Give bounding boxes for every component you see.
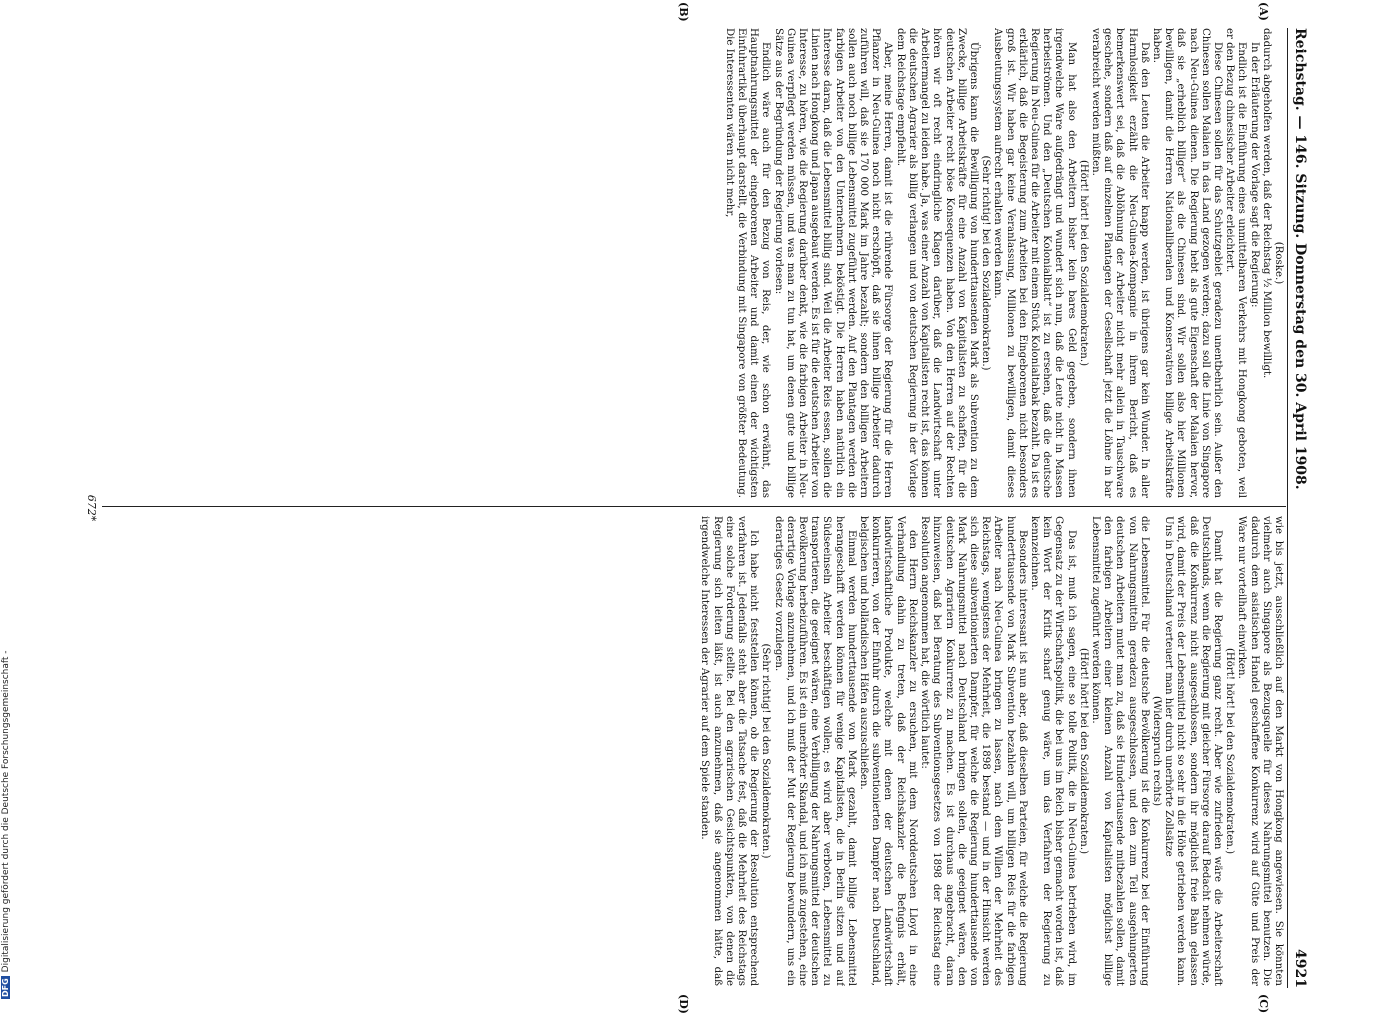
margin-letter-b: (B) <box>677 2 690 22</box>
header-title: Reichstag. — 146. Sitzung. Donnerstag den 30. April 1908. <box>1292 28 1308 490</box>
margin-letter-a: (A) <box>1257 2 1270 21</box>
right-column <box>104 516 1284 986</box>
paragraph: Das ist, muß ich sagen, eine so tolle Politik, die in Neu-Guinea betrieben wird, im Gegensatz zu der Wirtschaftspolitik, die bei uns im Reich bisher gemacht worden ist, daß kein Wort der Kritik scharf genug wäre, um das Verfahren der Regierung zu kennzeichnen. <box>1028 516 1077 986</box>
paragraph: Man hat also den Arbeitern bisher kein bares Geld gegeben, sondern ihnen irgendwelche Ware aufgedrängt und wundert sich nun, daß die Leute nicht in Massen herbeiströmen. Und den „Deutschen Kolonialblatt“ ist zu ersehen, daß die deutsche Regierung in Neu-Guinea für die Arbeiter mit einem Stück Kolonialtabak bezahlt. Da ist es erklärlich, daß die Begeisterung zum Arbeiten bei den Eingeborenen nicht besonders groß ist. Wir haben gar keine Veranlassung, Millionen zu bewilligen, damit dieses Ausbeutungssystem aufrecht erhalten werden kann. <box>992 28 1077 498</box>
signature-mark: 672* <box>85 494 98 522</box>
paragraph: Aber, meine Herren, damit ist die rührende Fürsorge der Regierung für die Herren Pflanzer in Neu-Guinea noch nicht erschöpft, daß sie ihnen billige Arbeiter dadurch zuführen will, daß sie 170 000 Mark im Jahre bezahlt; sondern den billigen Arbeitern sollen auch noch billige Lebensmittel zugeführt werden. Auf den Plantagen werden die farbigen Arbeiter von den Unternehmern beköstigt. Die Herren haben natürlich ein Interesse daran, daß die Lebensmittel billig sind. Weil die Arbeiter Reis essen, sollen die Linien nach Hongkong und Japan ausgebaut werden. Es ist für die deutschen Arbeiter von Interesse, zu hören, wie die Regierung darüber denkt, wie die farbigen Arbeiter in Neu-Guinea verpflegt werden müssen, und was man zu tun hat, um denen gute und billige Sätze aus der Begründung der Regierung vorlesen: <box>772 28 894 498</box>
interjection: (Sehr richtig! bei den Sozialdemokraten.) <box>980 155 992 371</box>
paragraph: Diese Chinesen sollen für das Schutzgebiet geradezu unentbehrlich sein. Außer den Chinesen sollen Malaien in das Land gezogen werden; dazu soll die Linie von Singapore nach Neu-Guinea dienen. Die Regierung hebt als gute Eigenschaft der Malaien hervor, daß sie „erheblich billiger“ als die Chinesen sind. Wir sollen also hier Millionen bewilligen, damit die Herren Nationalliberalen und Konservativen billige Arbeitskräfte haben. <box>1150 28 1223 498</box>
paragraph: dadurch abgeholfen werden, daß der Reichstag ½ Million bewilligt. <box>1260 28 1272 379</box>
interjection: (Hört! hört! bei den Sozialdemokraten.) <box>1224 647 1236 855</box>
interjection: (Widerspruch rechts) <box>1150 695 1162 807</box>
paragraph: die Lebensmittel. Für die deutsche Bevölkerung ist die Konkurrenz bei der Einführung von Nahrungsmitteln geradezu ausgeschlossen, und den zum Teil ausgehungerten deutschen Arbeitern mutet man zu, daß sie Hunderttausende mitbezahlen sollen, damit den farbigen Arbeitern einer kleinen Anzahl von Kapitalisten möglichst billige Lebensmittel zugeführt werden können. <box>1089 516 1150 986</box>
quotation: den Herrn Reichskanzler zu ersuchen, mit dem Norddeutschen Lloyd in eine Verhandlung dahin zu treten, daß der Reichskanzler die Befugnis erhält, landwirtschaftliche Produkte, welche mit denen der deutschen Landwirtschaft konkurrieren, von der Einfuhr durch die subventionierten Dampfer nach Deutschland, belgischen und holländischen Häfen auszuschließen. <box>858 516 918 986</box>
margin-letter-d: (D) <box>677 994 690 1014</box>
interjection: (Hört! hört! bei den Sozialdemokraten.) <box>1077 647 1089 855</box>
margin-letter-c: (C) <box>1257 994 1270 1014</box>
newspaper-page <box>70 2 1310 1014</box>
paragraph: Damit hat die Regierung ganz recht. Aber wie zufrieden wäre die Arbeiterschaft Deutschlands, wenn die Regierung mit gleicher Fürsorge darauf Bedacht nehmen würde, daß die Konkurrenz nicht ausgeschlossen, sondern ihr möglichst freie Bahn gelassen wird, damit der Preis der Lebensmittel nicht so sehr in die Höhe getrieben werden kann. Uns in Deutschland verteuert man hier durch unerhörte Zollsätze <box>1163 516 1223 986</box>
paragraph: Besonders interessant ist nun aber, daß dieselben Parteien, für welche die Regierung hunderttausende von Mark Subvention bezahlen will, um billigen Reis für die farbigen Arbeiter nach Neu-Guinea bringen zu lassen, nach dem Willen der Mehrheit des Reichstags, wenigstens der Mehrheit, die 1898 bestand — und in der Hinsicht werden sich diese subventionierten Dampfer, für welche die Regierung hunderttausende von Mark Nahrungsmittel nach Deutschland bringen sollen, die geeignet wären, den deutschen Agrariern Konkurrenz zu machen. Es ist durchaus angebracht, daran hinzuweisen, daß bei Beratung des Subventionsgesetzes von 1898 der Reichstag eine Resolution angenommen hat, die wörtlich lautet: <box>919 516 1028 986</box>
page-header <box>1286 28 1310 988</box>
digitization-credit <box>1 0 15 999</box>
digitization-credit-text: Digitalisierung gefördert durch die Deutsche Forschungsgemeinschaft - <box>1 650 11 973</box>
paragraph: Ich habe nicht feststellen können, ob die Regierung der Resolution entsprechend verfahren ist. Jedenfalls steht aber die Tatsache fest, daß die Mehrheit des Reichstags eine solche Forderung stellte. Bei den agrarischen Gesichtspunkten, von denen die Regierung sich leiten läßt, ist auch anzunehmen, daß sie angenommen hätte, daß irgendwelche Interessen der Agrarier auf dem Spiele standen. <box>699 516 760 986</box>
dfg-logo: DFG <box>1 978 10 997</box>
speaker-marker: (Roske.) <box>1273 241 1284 285</box>
paragraph: In der Erläuterung der Vorlage sagt die Regierung: <box>1248 42 1260 308</box>
paragraph: Daß den Leuten die Arbeiter knapp werden, ist übrigens gar kein Wunder. In aller Harmlosigkeit erzählt die Neu-Guinea-Kompagnie in ihrem Bericht, daß es bemerkenswert sei, daß die Ablöhnung der Arbeiter nicht mehr allein in Tauschware geschehe, sondern daß auf einzelnen Plantagen der Gesellschaft jetzt die Löhne in bar verabreicht werden müßten. <box>1089 28 1150 498</box>
header-page-number: 4921 <box>1292 949 1308 988</box>
quotation: wie bis jetzt, ausschließlich auf den Markt von Hongkong angewiesen. Sie könnten vielmehr auch Singapore als Bezugsquelle für dieses Nahrungsmittel benutzen. Die dadurch dem asiatischen Handel geschaffene Konkurrenz wird auf Güte und Preis der Ware nur vorteilhaft einwirken. <box>1236 516 1284 986</box>
paragraph: Übrigens kann die Bewilligung von hunderttausenden Mark als Subvention zu dem Zwecke, billige Arbeitskräfte für eine Anzahl von Kapitalisten zu schaffen, für die deutschen Arbeiter recht böse Konsequenzen haben. Von den Herren auf der Rechten hören wir oft recht eindringliche Klagen darüber, daß die Landwirtschaft unter Arbeitermangel zu leiden habe. Ja, was einer Anzahl von Kapitalisten recht ist, das können die deutschen Agrarier als billig verlangen und von deutschen Regierung in der Vorlage dem Reichstage empfiehlt. <box>894 28 979 498</box>
left-column <box>104 28 1284 498</box>
interjection: (Sehr richtig! bei den Sozialdemokraten.) <box>760 643 772 859</box>
quotation: Endlich wäre auch für den Bezug von Reis, der, wie schon erwähnt, das Hauptnahrungsmittel der eingeborenen Arbeiter und damit einen der wichtigsten Einfuhrartikel überhaupt darstellt, die Verbindung mit Singapore von größter Bedeutung. Die Interessenten wären nicht mehr, <box>723 28 772 498</box>
interjection: (Hört! hört! bei den Sozialdemokraten.) <box>1077 159 1089 367</box>
column-rule <box>102 506 1286 507</box>
paragraph: Einmal werden hunderttausende von Mark gezahlt, damit billige Lebensmittel herangeschafft werden können für wenige Kapitalisten, die in Berlin sitzen und auf Südseeinseln Arbeiter beschäftigen wollen; es wird aber verboten, Lebensmittel zu transportieren, die geeignet wären, eine Verbilligung der Nahrungsmittel der deutschen Bevölkerung herbeizuführen. Es ist ein unerhörter Skandal, und ich muß zugestehen, eine derartige Vorlage anzunehmen, und ich muß der Mut der Regierung bewundern, uns ein derartiges Gesetz vorzulegen. <box>772 516 857 986</box>
quotation: Endlich ist die Einführung eines unmittelbaren Verkehrs mit Hongkong geboten, weil er den Bezug chinesischer Arbeiter erleichtert. <box>1224 28 1248 498</box>
header-rule <box>1287 28 1288 988</box>
